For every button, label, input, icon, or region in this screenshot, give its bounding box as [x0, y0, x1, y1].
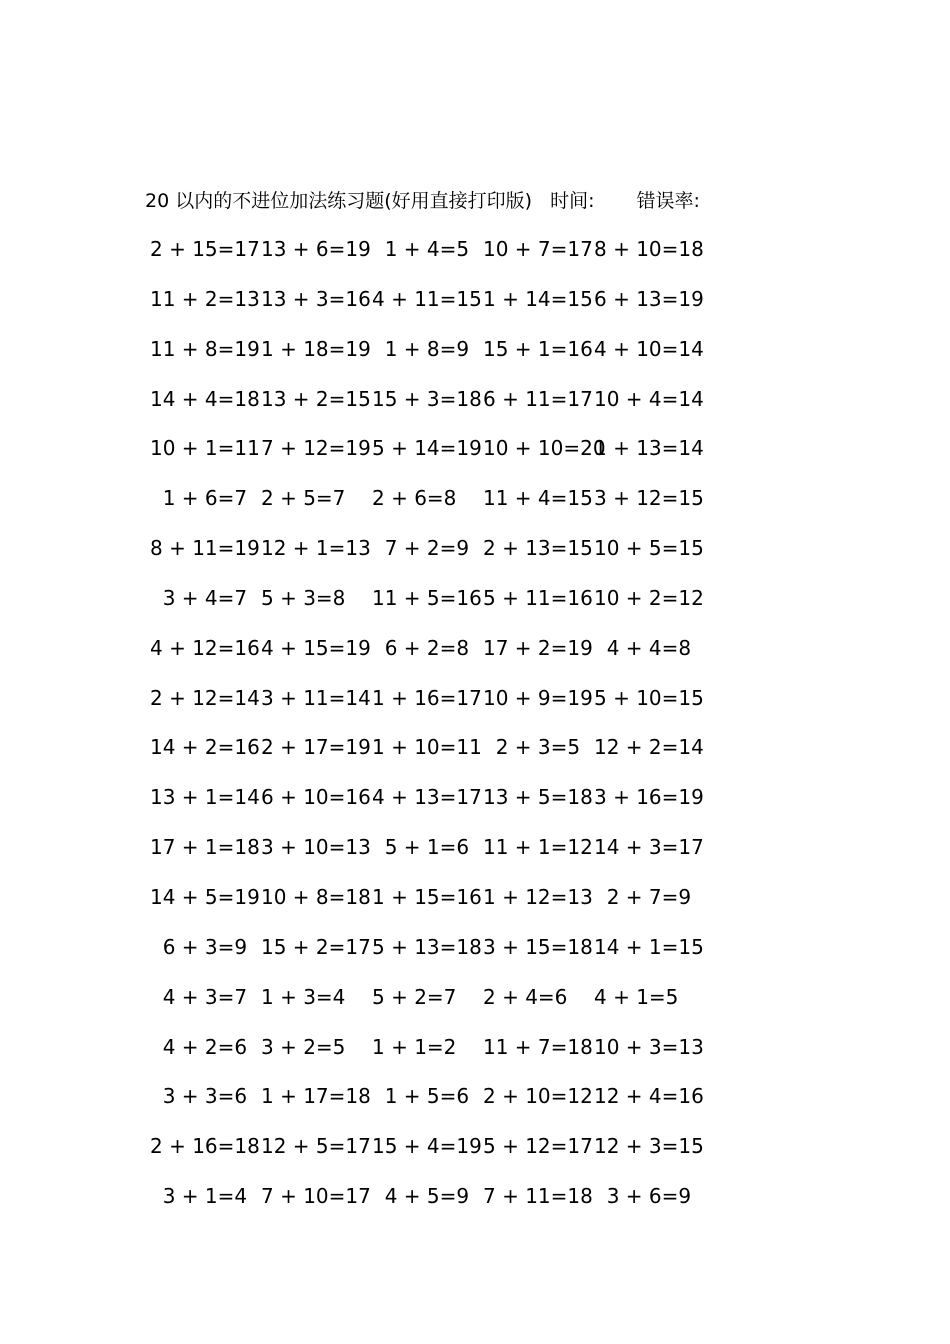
problem-row	[150, 585, 714, 635]
problem-item: 10 + 5=15	[594, 536, 704, 561]
problem-item: 4 + 5=9	[372, 1184, 470, 1209]
problem-row	[150, 535, 714, 585]
problem-item: 1 + 15=16	[372, 884, 482, 909]
problem-item: 2 + 10=12	[483, 1084, 593, 1109]
problem-item: 1 + 8=9	[372, 336, 470, 361]
problem-item: 12 + 5=17	[261, 1134, 371, 1159]
problem-item: 1 + 1=2	[372, 1034, 457, 1059]
problem-item: 1 + 14=15	[483, 286, 593, 311]
problem-item: 10 + 10=20	[483, 436, 606, 461]
problem-item: 4 + 11=15	[372, 286, 482, 311]
problem-row	[150, 1183, 714, 1233]
problem-row	[150, 236, 714, 286]
problem-item: 1 + 12=13	[483, 884, 593, 909]
problem-item: 3 + 2=5	[261, 1034, 346, 1059]
problem-item: 3 + 16=19	[594, 785, 704, 810]
problem-item: 2 + 12=14	[150, 685, 260, 710]
problem-item: 10 + 2=12	[594, 585, 704, 610]
problem-item: 6 + 11=17	[483, 386, 593, 411]
problem-row	[150, 386, 714, 436]
problem-item: 1 + 16=17	[372, 685, 482, 710]
problem-item: 10 + 4=14	[594, 386, 704, 411]
problem-item: 6 + 13=19	[594, 286, 704, 311]
problem-item: 3 + 12=15	[594, 486, 704, 511]
problem-item: 1 + 17=18	[261, 1084, 371, 1109]
problem-item: 2 + 4=6	[483, 984, 568, 1009]
problem-item: 15 + 4=19	[372, 1134, 482, 1159]
problem-item: 14 + 4=18	[150, 386, 260, 411]
problem-item: 2 + 13=15	[483, 536, 593, 561]
problem-item: 8 + 10=18	[594, 237, 704, 261]
problem-item: 1 + 6=7	[150, 486, 248, 511]
problem-item: 5 + 14=19	[372, 436, 482, 461]
problem-row	[150, 734, 714, 784]
problem-item: 15 + 1=16	[483, 336, 593, 361]
problem-item: 6 + 2=8	[372, 635, 470, 660]
problem-item: 3 + 10=13	[261, 835, 371, 860]
problem-item: 5 + 10=15	[594, 685, 704, 710]
problem-item: 4 + 13=17	[372, 785, 482, 810]
problem-item: 13 + 3=16	[261, 286, 371, 311]
problem-item: 10 + 8=18	[261, 884, 371, 909]
problem-row	[150, 1034, 714, 1084]
problem-item: 15 + 3=18	[372, 386, 482, 411]
problem-row	[150, 435, 714, 485]
problem-row	[150, 884, 714, 934]
problem-item: 11 + 5=16	[372, 585, 482, 610]
problem-row	[150, 1133, 714, 1183]
problem-item: 14 + 2=16	[150, 735, 260, 760]
problem-item: 13 + 1=14	[150, 785, 260, 810]
problem-row	[150, 485, 714, 535]
problem-item: 7 + 12=19	[261, 436, 371, 461]
problem-item: 14 + 1=15	[594, 934, 704, 959]
problem-item: 4 + 1=5	[594, 984, 679, 1009]
problem-row	[150, 286, 714, 336]
problem-grid	[150, 236, 714, 1233]
problem-item: 1 + 5=6	[372, 1084, 470, 1109]
problem-item: 8 + 11=19	[150, 536, 260, 561]
problem-item: 2 + 15=17	[150, 237, 260, 261]
problem-item: 2 + 17=19	[261, 735, 371, 760]
problem-item: 1 + 3=4	[261, 984, 346, 1009]
problem-item: 15 + 2=17	[261, 934, 371, 959]
problem-item: 11 + 7=18	[483, 1034, 593, 1059]
problem-item: 13 + 5=18	[483, 785, 593, 810]
problem-item: 6 + 3=9	[150, 934, 248, 959]
problem-item: 4 + 2=6	[150, 1034, 248, 1059]
problem-item: 14 + 3=17	[594, 835, 704, 860]
problem-item: 2 + 7=9	[594, 884, 692, 909]
problem-item: 2 + 6=8	[372, 486, 457, 511]
problem-item: 10 + 3=13	[594, 1034, 704, 1059]
error-rate-label: 错误率:	[636, 190, 700, 212]
problem-item: 7 + 2=9	[372, 536, 470, 561]
problem-row	[150, 784, 714, 834]
problem-item: 11 + 8=19	[150, 336, 260, 361]
problem-item: 1 + 4=5	[372, 237, 470, 261]
problem-item: 7 + 11=18	[483, 1184, 593, 1209]
problem-item: 1 + 18=19	[261, 336, 371, 361]
time-label: 时间:	[550, 190, 595, 212]
problem-item: 17 + 1=18	[150, 835, 260, 860]
problem-item: 12 + 2=14	[594, 735, 704, 760]
problem-item: 4 + 10=14	[594, 336, 704, 361]
problem-item: 1 + 13=14	[594, 436, 704, 461]
problem-item: 6 + 10=16	[261, 785, 371, 810]
problem-item: 2 + 5=7	[261, 486, 346, 511]
problem-item: 5 + 2=7	[372, 984, 457, 1009]
problem-item: 4 + 12=16	[150, 635, 260, 660]
problem-item: 3 + 11=14	[261, 685, 371, 710]
problem-row	[150, 834, 714, 884]
problem-row	[150, 984, 714, 1034]
problem-item: 5 + 11=16	[483, 585, 593, 610]
problem-item: 2 + 16=18	[150, 1134, 260, 1159]
problem-row	[150, 1083, 714, 1133]
worksheet-header	[145, 186, 700, 213]
problem-item: 4 + 3=7	[150, 984, 248, 1009]
problem-item: 11 + 4=15	[483, 486, 593, 511]
problem-item: 5 + 12=17	[483, 1134, 593, 1159]
problem-row	[150, 685, 714, 735]
problem-item: 2 + 3=5	[483, 735, 581, 760]
problem-item: 3 + 15=18	[483, 934, 593, 959]
problem-item: 13 + 6=19	[261, 237, 371, 261]
problem-row	[150, 635, 714, 685]
problem-item: 12 + 1=13	[261, 536, 371, 561]
problem-item: 10 + 7=17	[483, 237, 593, 261]
problem-item: 7 + 10=17	[261, 1184, 371, 1209]
problem-item: 1 + 10=11	[372, 735, 482, 760]
problem-row	[150, 934, 714, 984]
problem-item: 11 + 1=12	[483, 835, 593, 860]
problem-item: 17 + 2=19	[483, 635, 593, 660]
problem-item: 4 + 15=19	[261, 635, 371, 660]
problem-item: 11 + 2=13	[150, 286, 260, 311]
problem-item: 12 + 4=16	[594, 1084, 704, 1109]
problem-item: 3 + 4=7	[150, 585, 248, 610]
problem-item: 10 + 9=19	[483, 685, 593, 710]
problem-item: 5 + 13=18	[372, 934, 482, 959]
problem-item: 3 + 6=9	[594, 1184, 692, 1209]
problem-item: 12 + 3=15	[594, 1134, 704, 1159]
problem-item: 4 + 4=8	[594, 635, 692, 660]
problem-item: 14 + 5=19	[150, 884, 260, 909]
problem-item: 13 + 2=15	[261, 386, 371, 411]
problem-item: 5 + 3=8	[261, 585, 346, 610]
page-title: 20 以内的不进位加法练习题(好用直接打印版)	[145, 190, 533, 212]
problem-item: 5 + 1=6	[372, 835, 470, 860]
problem-item: 3 + 1=4	[150, 1184, 248, 1209]
problem-item: 3 + 3=6	[150, 1084, 248, 1109]
problem-item: 10 + 1=11	[150, 436, 260, 461]
problem-row	[150, 336, 714, 386]
